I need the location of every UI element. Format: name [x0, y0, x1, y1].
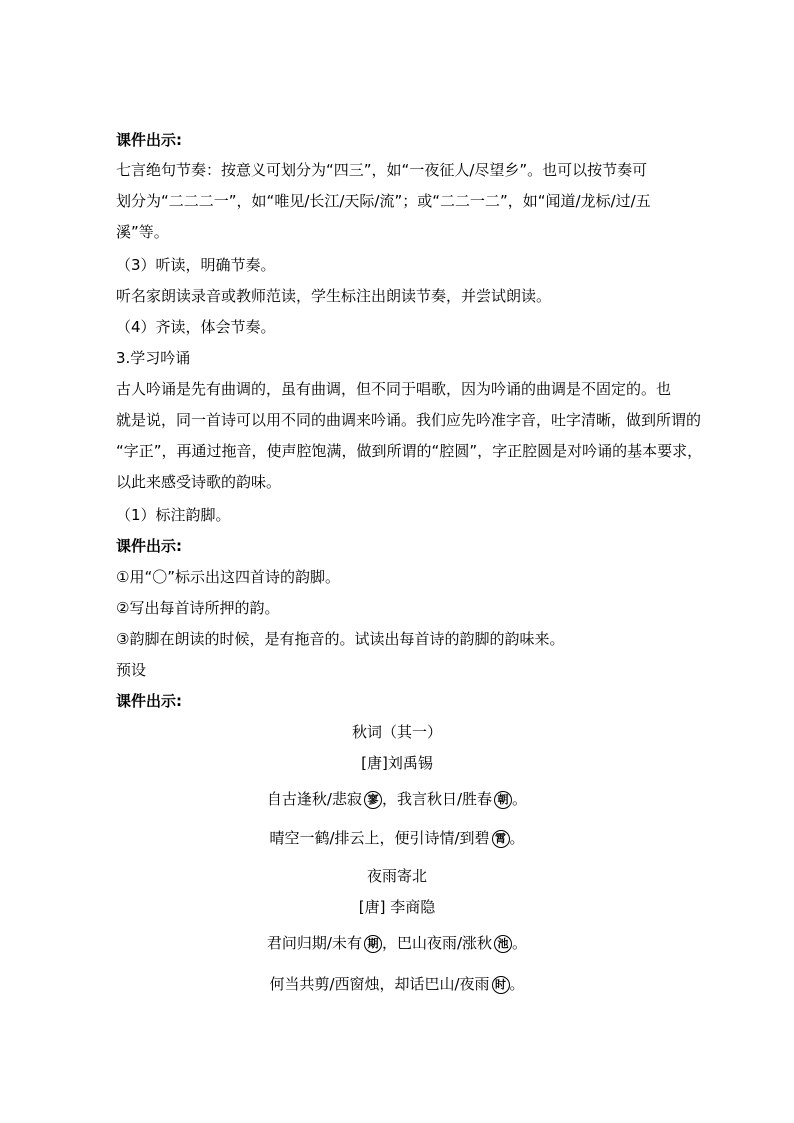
rhyme-circle: 期 — [364, 935, 382, 953]
verse-punctuation: 。 — [509, 829, 525, 847]
task-item-3: ③韵脚在朗读的时候，是有拖音的。试读出每首诗的韵脚的韵味来。 — [116, 630, 565, 648]
courseware-heading-2: 课件出示: — [116, 537, 182, 555]
chant-paragraph-line-4: 以此来感受诗歌的韵味。 — [116, 473, 282, 491]
verse-text: 晴空一鹤/排云上，便引诗情/到碧 — [269, 829, 490, 847]
poem-2-line-2 — [0, 974, 794, 994]
step-4-recite: （4）齐读，体会节奏。 — [116, 318, 276, 336]
poem-2-line-1 — [0, 933, 794, 953]
courseware-heading-3: 课件出示: — [116, 692, 182, 710]
verse-punctuation: 。 — [509, 975, 525, 993]
chant-paragraph-line-3: “字正”，再通过拖音，使声腔饱满，做到所谓的“腔圆”，字正腔圆是对吟诵的基本要求， — [116, 442, 703, 460]
verse-punctuation: 。 — [512, 790, 528, 808]
chant-paragraph-line-1: 古人吟诵是先有曲调的，虽有曲调，但不同于唱歌，因为吟诵的曲调是不固定的。也 — [116, 380, 672, 398]
poem-2-title: 夜雨寄北 — [366, 867, 427, 885]
preset-label: 预设 — [116, 661, 147, 679]
poem-1-title: 秋词（其一） — [351, 723, 442, 741]
verse-text: ，我言秋日/胜春 — [381, 790, 493, 808]
poem-2-author: [唐] 李商隐 — [358, 898, 436, 916]
step-3-listen: （3）听读，明确节奏。 — [116, 256, 276, 274]
task-item-1: ①用“〇”标示出这四首诗的韵脚。 — [116, 568, 340, 586]
verse-text: 自古逢秋/悲寂 — [266, 790, 362, 808]
rhythm-line-1: 七言绝句节奏：按意义可划分为“四三”，如“一夜征人/尽望乡”。也可以按节奏可 — [116, 161, 648, 179]
task-item-2: ②写出每首诗所押的韵。 — [116, 599, 280, 617]
rhyme-circle: 池 — [494, 935, 512, 953]
rhyme-circle: 寥 — [364, 791, 382, 809]
rhyme-circle: 霄 — [492, 830, 510, 848]
rhyme-circle: 朝 — [494, 791, 512, 809]
poem-1-line-1 — [0, 789, 794, 809]
rhythm-line-3: 溪”等。 — [116, 223, 169, 241]
verse-text: ，巴山夜雨/涨秋 — [381, 934, 493, 952]
part-3-title: 3.学习吟诵 — [116, 349, 191, 367]
rhythm-line-2: 划分为“二二二一”，如“唯见/长江/天际/流”；或“二二一二”，如“闻道/龙标/过/五 — [116, 192, 651, 210]
courseware-heading-1: 课件出示: — [116, 131, 182, 149]
sub-step-1-mark-rhymes: （1）标注韵脚。 — [116, 506, 231, 524]
rhyme-circle: 时 — [492, 976, 510, 994]
step-3-description: 听名家朗读录音或教师范读，学生标注出朗读节奏，并尝试朗读。 — [116, 287, 552, 305]
poem-1-line-2 — [0, 828, 794, 848]
chant-paragraph-line-2: 就是说，同一首诗可以用不同的曲调来吟诵。我们应先吟准字音，吐字清晰，做到所谓的 — [116, 411, 702, 429]
verse-punctuation: 。 — [512, 934, 528, 952]
poem-1-author: [唐]刘禹锡 — [361, 754, 433, 772]
verse-text: 君问归期/未有 — [266, 934, 362, 952]
verse-text: 何当共剪/西窗烛，却话巴山/夜雨 — [269, 975, 490, 993]
